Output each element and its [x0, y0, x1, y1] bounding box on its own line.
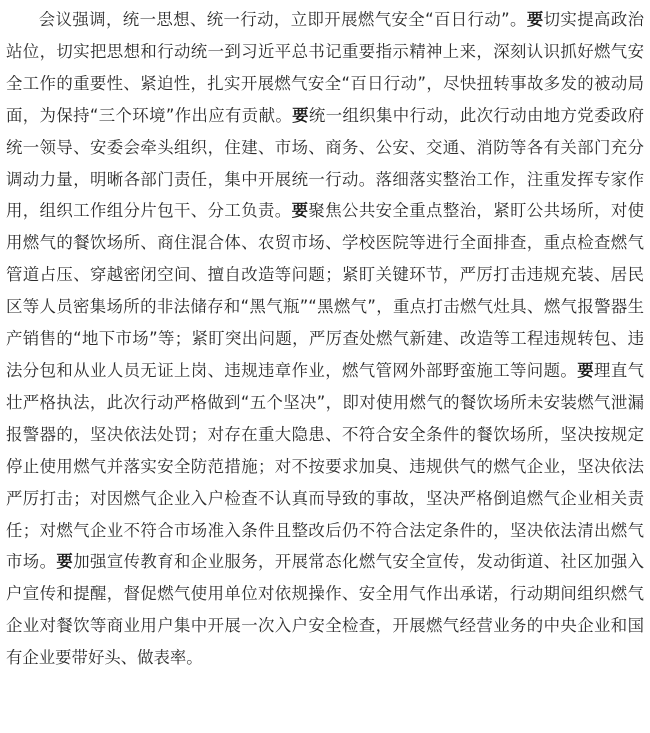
emphasis-keyword: 要	[577, 360, 595, 380]
paragraph-text: 会议强调，统一思想、统一行动，立即开展燃气安全“百日行动”。	[38, 10, 527, 29]
emphasis-keyword: 要	[526, 10, 544, 29]
emphasis-keyword: 要	[291, 201, 309, 221]
emphasis-keyword: 要	[292, 105, 309, 125]
emphasis-keyword: 要	[56, 552, 74, 572]
paragraph-text: 聚焦公共安全重点整治，紧盯公共场所，对使用燃气的餐饮场所、商住混合体、农贸市场、学校医院等进行全面排查，重点检查燃气管道占压、穿越密闭空间、擅自改造等问题；紧盯关键环节，严厉打击违规充装、居民区等人员密集场所的非法储存和“黑气瓶”“黑燃气”，重点打击燃气灶具、燃气报警器生产销售的“地下市场”等；紧盯突出问题，严厉查处燃气新建、改造等工程违规转包、违法分包和从业人员无证上岗、违规违章作业，燃气管网外部野蛮施工等问题。	[6, 201, 645, 380]
paragraph-text: 理直气壮严格执法，此次行动严格做到“五个坚决”，即对使用燃气的餐饮场所未安装燃气泄漏报警器的，坚决依法处罚；对存在重大隐患、不符合安全条件的餐饮场所，坚决按规定停止使用燃气并落实安全防范措施；对不按要求加臭、违规供气的燃气企业，坚决依法严厉打击；对因燃气企业入户检查不认真而导致的事故，坚决严格倒追燃气企业相关责任；对燃气企业不符合市场准入条件且整改后仍不符合法定条件的，坚决依法清出燃气市场。	[6, 360, 645, 572]
article-paragraph	[6, 4, 644, 674]
paragraph-text: 切实提高政治站位，切实把思想和行动统一到习近平总书记重要指示精神上来，深刻认识抓好燃气安全工作的重要性、紧迫性，扎实开展燃气安全“百日行动”，尽快扭转事故多发的被动局面，为保持“三个环境”作出应有贡献。	[6, 10, 645, 125]
paragraph-text: 统一组织集中行动，此次行动由地方党委政府统一领导、安委会牵头组织，住建、市场、商务、公安、交通、消防等各有关部门充分调动力量，明晰各部门责任，集中开展统一行动。落细落实整治工作，注重发挥专家作用，组织工作组分片包干、分工负责。	[6, 105, 645, 221]
paragraph-text: 加强宣传教育和企业服务，开展常态化燃气安全宣传，发动街道、社区加强入户宣传和提醒，督促燃气使用单位对依规操作、安全用气作出承诺，行动期间组织燃气企业对餐饮等商业用户集中开展一次入户安全检查，开展燃气经营业务的中央企业和国有企业要带好头、做表率。	[6, 552, 645, 668]
